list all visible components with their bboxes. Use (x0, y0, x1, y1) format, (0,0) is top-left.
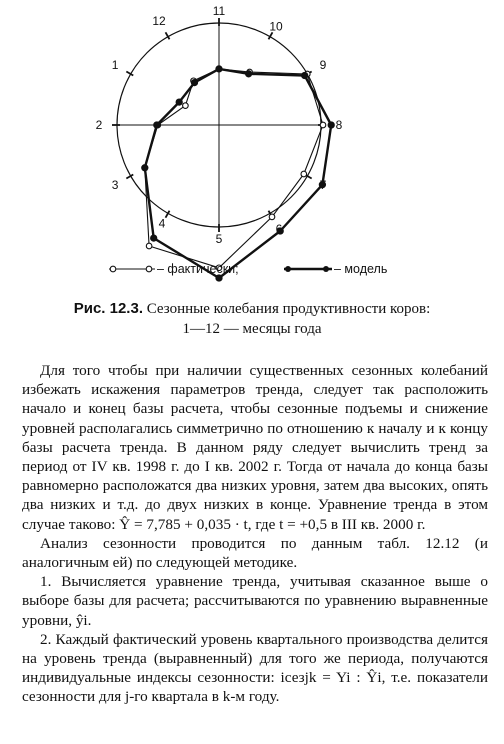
actual-point-6 (269, 214, 275, 220)
legend-actual-line-icon (107, 263, 157, 275)
paragraph-1 (22, 361, 488, 534)
aligned-levels-formula: ŷi. (72, 611, 92, 629)
month-label-7: 7 (319, 178, 327, 192)
seasonality-index-formula: iсезjk = Yi : Ŷi, (274, 669, 386, 687)
month-label-5: 5 (215, 232, 223, 246)
paragraph-4-tail: т.е. показатели сезонности для j-го квартала в k-м году. (22, 669, 488, 706)
paragraph-4-text: 2. Каждый фактический уровень квартального производства делится на уровень тренда (выравненный) для того же периода, получаются индивидуальные индексы сезонности: (22, 630, 488, 687)
paragraph-3-text: 1. Вычисляется уравнение тренда, учитывая сказанное выше о выборе базы для расчета; рассчитываются по уравнению выравненные уровни, (22, 573, 488, 629)
model-point-2 (154, 122, 160, 128)
model-point-1 (176, 99, 182, 105)
caption-line-1: Сезонные колебания продуктивности коров: (142, 301, 431, 317)
actual-point-8 (320, 122, 326, 128)
paragraph-4 (22, 630, 488, 707)
actual-point-1 (183, 103, 189, 109)
legend-item-model (282, 262, 387, 276)
figure-number: Рис. 12.3. (73, 300, 143, 317)
paragraph-3 (22, 572, 488, 630)
month-label-12: 12 (152, 14, 166, 29)
legend-model-label: – модель (334, 262, 388, 276)
month-label-3: 3 (111, 178, 119, 192)
month-label-11: 11 (212, 4, 226, 18)
month-label-10: 10 (269, 19, 283, 34)
model-point-8 (328, 122, 334, 128)
caption-line-2: 1—12 — месяцы года (182, 321, 322, 337)
model-point-9 (302, 72, 308, 78)
month-label-9: 9 (319, 58, 327, 72)
month-label-2: 2 (95, 118, 103, 132)
body-text (22, 361, 488, 707)
model-point-11 (216, 66, 222, 72)
month-label-8: 8 (335, 118, 343, 132)
model-point-4 (151, 235, 157, 241)
model-point-12 (191, 80, 197, 86)
month-label-6: 6 (275, 221, 283, 236)
chart-legend (0, 260, 504, 286)
actual-series-line (145, 69, 323, 268)
actual-point-4 (146, 243, 152, 249)
legend-actual-label: – фактически; (157, 262, 239, 276)
paragraph-1-text: Для того чтобы при наличии существенных сезонных колебаний избежать искажения параметров тренда, следует так расположить начало и конец базы расчета, чтобы сезонные подъемы и снижение уровней располагались симметрично по отношению к началу и к концу базы расчета тренда. В данном ряду следует вычислить тренд за период от IV кв. 1998 г. до I кв. 2002 г. Тогда от начала до конца базы равномерно расположатся два низких уровня, затем два высоких, опять два низких и т.д. до двух низких в конце. Уравнение тренда в этом случае таково: (22, 362, 488, 533)
trend-equation: Ŷ = 7,785 + 0,035 · t, где t = +0,5 в III кв. 2000 г. (115, 515, 426, 533)
paragraph-2: Анализ сезонности проводится по данным табл. 12.12 (и аналогичным ей) по следующей методике. (22, 534, 488, 572)
actual-point-7 (301, 171, 307, 177)
legend-model-line-icon (282, 263, 334, 275)
model-point-10 (246, 71, 252, 77)
legend-item-actual (107, 262, 239, 276)
model-point-3 (142, 165, 148, 171)
month-label-1: 1 (111, 58, 119, 72)
month-label-4: 4 (158, 216, 166, 231)
figure-caption (0, 299, 504, 339)
seasonal-radar-chart (0, 0, 504, 300)
